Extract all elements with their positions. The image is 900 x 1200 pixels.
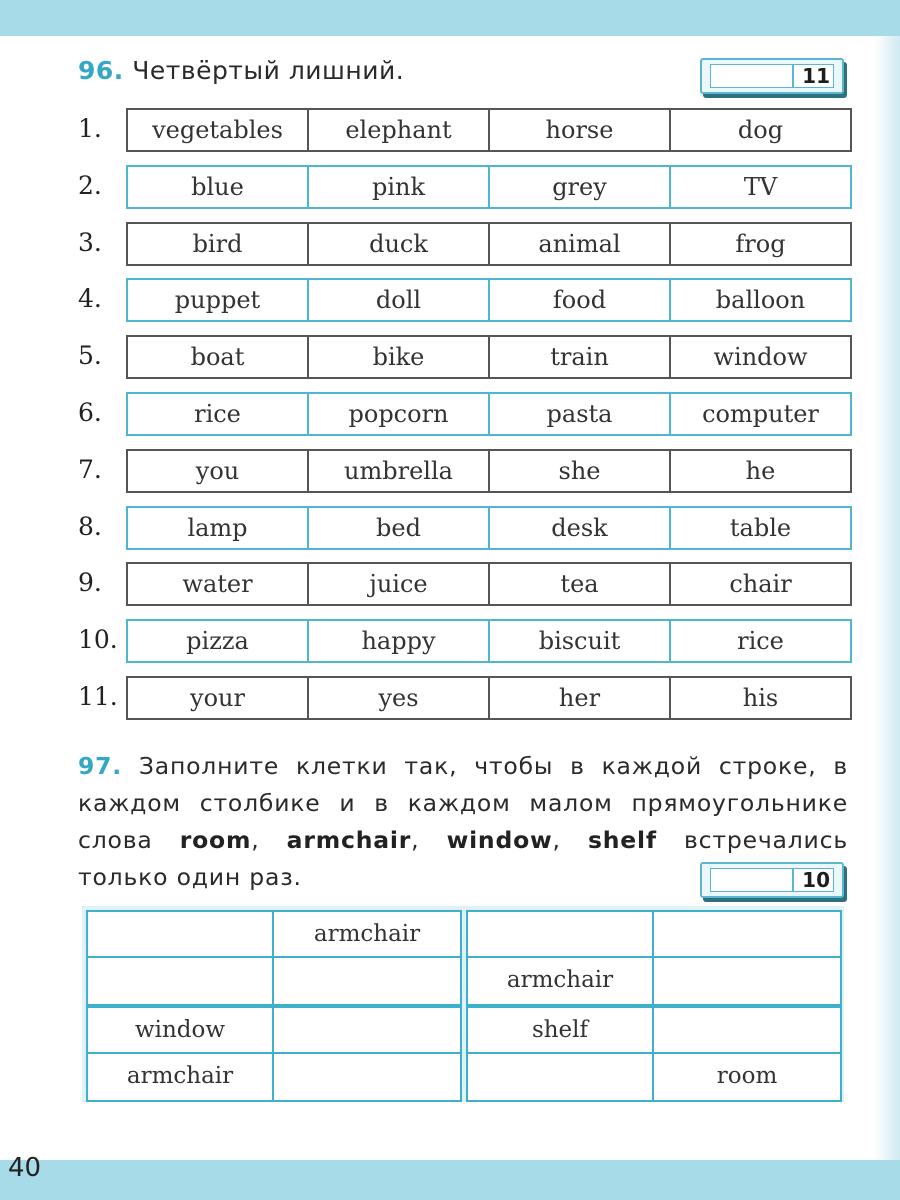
- word-cells: [126, 222, 852, 266]
- word-cell[interactable]: rice: [128, 394, 309, 434]
- word-row: [78, 165, 850, 209]
- word-cells: [126, 676, 852, 720]
- word-cell[interactable]: you: [128, 451, 309, 491]
- word-row: [78, 676, 850, 720]
- row-number: 5.: [78, 341, 102, 371]
- word-cell[interactable]: TV: [743, 172, 778, 201]
- word-row: [78, 392, 850, 436]
- grid-block-bottom-right: [466, 1006, 842, 1102]
- word-cell[interactable]: balloon: [715, 286, 806, 315]
- word-cell[interactable]: rice: [737, 627, 784, 656]
- grid-cell[interactable]: window: [88, 1008, 274, 1054]
- word-cell[interactable]: your: [128, 678, 309, 718]
- word-cells: [126, 506, 852, 550]
- grid-cell[interactable]: [274, 958, 460, 1004]
- row-number: 11.: [78, 682, 118, 711]
- grid-block-bottom-left: [86, 1006, 462, 1102]
- exercise-97-score: 10: [802, 868, 830, 892]
- exercise-97-text-b: встречались только один раз.: [78, 826, 848, 891]
- word-row: [78, 222, 850, 266]
- word-shelf: shelf: [587, 826, 657, 854]
- word-cell[interactable]: lamp: [128, 508, 309, 548]
- word-cell[interactable]: train: [490, 337, 671, 377]
- grid-cell[interactable]: armchair: [274, 912, 460, 958]
- word-cell[interactable]: popcorn: [309, 394, 490, 434]
- word-cell[interactable]: window: [713, 343, 808, 372]
- exercise-96-number: 96.: [78, 56, 124, 85]
- exercise-96-score-box: [700, 58, 844, 94]
- word-cell[interactable]: umbrella: [309, 451, 490, 491]
- word-cell[interactable]: blue: [128, 167, 309, 207]
- page-edge-shadow: [874, 36, 900, 1160]
- grid-cell[interactable]: armchair: [468, 958, 654, 1004]
- grid-cell[interactable]: [654, 912, 840, 958]
- exercise-97-text-a: Заполните клетки так, чтобы в каждой строке, в каждом столбике и в каждом малом прямоугольнике слова: [78, 752, 848, 854]
- word-row: [78, 335, 850, 379]
- grid-cell[interactable]: [654, 958, 840, 1004]
- word-armchair: armchair: [286, 826, 412, 854]
- word-cell[interactable]: animal: [490, 224, 671, 264]
- word-cell[interactable]: duck: [309, 224, 490, 264]
- row-number: 10.: [78, 625, 118, 655]
- grid-cell[interactable]: [274, 1008, 460, 1054]
- grid-cell[interactable]: room: [716, 1063, 778, 1089]
- word-cells: [126, 108, 852, 152]
- word-window: window: [446, 826, 553, 854]
- grid-cell[interactable]: [468, 1054, 654, 1100]
- word-cell[interactable]: frog: [735, 229, 786, 258]
- exercise-97-score-box: [700, 862, 844, 898]
- word-cell[interactable]: happy: [309, 621, 490, 661]
- word-cell[interactable]: desk: [490, 508, 671, 548]
- exercise-97-grid: [82, 906, 844, 1102]
- word-cells: [126, 619, 852, 663]
- word-cell[interactable]: doll: [309, 280, 490, 320]
- word-cell[interactable]: pink: [309, 167, 490, 207]
- word-cells: [126, 165, 852, 209]
- word-cell[interactable]: puppet: [128, 280, 309, 320]
- word-cell[interactable]: yes: [309, 678, 490, 718]
- word-cell[interactable]: bike: [309, 337, 490, 377]
- exercise-96-title: [78, 56, 404, 85]
- grid-cell[interactable]: shelf: [468, 1008, 654, 1054]
- word-cell[interactable]: horse: [490, 110, 671, 150]
- row-number: 4.: [78, 284, 102, 314]
- exercise-96-score: 11: [802, 64, 830, 88]
- row-number: 3.: [78, 227, 102, 257]
- exercise-97-instructions: 97. Заполните клетки так, чтобы в каждой строке, в каждом столбике и в каждом малом прямоугольнике слова room, armchair, window, shelf встречались только один раз.: [78, 752, 848, 891]
- grid-cell[interactable]: armchair: [88, 1054, 274, 1100]
- word-cell[interactable]: computer: [702, 400, 819, 428]
- exercise-97-number: 97.: [78, 752, 123, 780]
- word-row: [78, 108, 850, 152]
- word-row: [78, 506, 850, 550]
- row-number: 7.: [78, 454, 102, 484]
- word-room: room: [179, 826, 252, 854]
- word-cell[interactable]: bed: [309, 508, 490, 548]
- word-cell[interactable]: biscuit: [490, 621, 671, 661]
- word-cell[interactable]: his: [742, 684, 779, 712]
- page-number: 40: [8, 1153, 42, 1183]
- word-cell[interactable]: boat: [128, 337, 309, 377]
- row-number: 6.: [78, 398, 102, 427]
- word-cell[interactable]: pizza: [128, 621, 309, 661]
- row-number: 1.: [78, 114, 102, 143]
- grid-cell[interactable]: [468, 912, 654, 958]
- word-cell[interactable]: her: [490, 678, 671, 718]
- word-cells: [126, 278, 852, 322]
- word-cell[interactable]: table: [729, 513, 792, 542]
- word-cell[interactable]: dog: [737, 116, 784, 144]
- word-cell[interactable]: chair: [729, 570, 792, 599]
- row-number: 2.: [78, 170, 102, 200]
- word-cell[interactable]: juice: [309, 564, 490, 604]
- grid-block-top-left: [86, 910, 462, 1006]
- word-row: [78, 278, 850, 322]
- word-cell[interactable]: he: [745, 456, 776, 485]
- word-cells: [126, 449, 852, 493]
- word-cell[interactable]: elephant: [309, 110, 490, 150]
- word-row: [78, 562, 850, 606]
- word-cell[interactable]: pasta: [490, 394, 671, 434]
- word-cell[interactable]: water: [128, 564, 309, 604]
- grid-cell[interactable]: [88, 912, 274, 958]
- row-number: 8.: [78, 511, 102, 541]
- word-cell[interactable]: tea: [490, 564, 671, 604]
- word-cell[interactable]: grey: [490, 167, 671, 207]
- exercise-96-heading: Четвёртый лишний.: [132, 56, 405, 85]
- word-cell[interactable]: bird: [128, 224, 309, 264]
- word-cells: [126, 335, 852, 379]
- word-cell[interactable]: food: [490, 280, 671, 320]
- grid-cell[interactable]: [654, 1008, 840, 1054]
- grid-cell[interactable]: [88, 958, 274, 1004]
- word-cell[interactable]: she: [490, 451, 671, 491]
- grid-cell[interactable]: [274, 1054, 460, 1100]
- word-row: [78, 449, 850, 493]
- grid-block-top-right: [466, 910, 842, 1006]
- word-row: [78, 619, 850, 663]
- word-cells: [126, 562, 852, 606]
- row-number: 9.: [78, 568, 102, 598]
- word-cell[interactable]: vegetables: [128, 110, 309, 150]
- word-cells: [126, 392, 852, 436]
